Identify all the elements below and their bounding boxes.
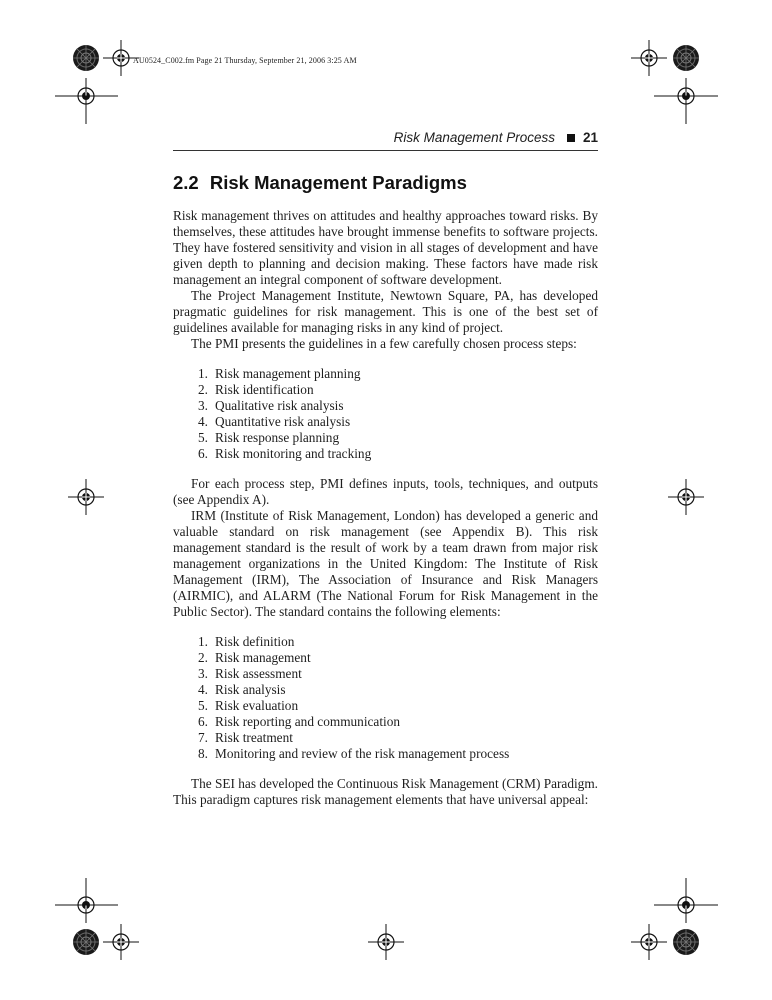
registration-mark-right-middle (668, 479, 704, 515)
list-item-text: Risk management planning (215, 366, 361, 381)
list-item (173, 682, 598, 698)
list-item (173, 446, 598, 462)
list-item-text: Quantitative risk analysis (215, 414, 351, 429)
list-number: 3. (198, 666, 208, 681)
registration-mark-bottom-center (368, 924, 404, 960)
list-item-text: Risk assessment (215, 666, 302, 681)
list-number: 3. (198, 398, 208, 413)
list-number: 5. (198, 698, 208, 713)
running-head (173, 130, 598, 150)
page-number: 21 (582, 130, 598, 145)
list-number: 6. (198, 446, 208, 461)
list-number: 4. (198, 682, 208, 697)
section-number: 2.2 (173, 172, 199, 193)
registration-mark-top-right (631, 40, 667, 76)
paragraph: For each process step, PMI defines inputs, tools, techniques, and outputs (see Appendix A). (173, 476, 598, 507)
list-item-text: Risk identification (215, 382, 314, 397)
color-target-top-left (73, 45, 99, 71)
list-item (173, 650, 598, 666)
color-target-bottom-right (673, 929, 699, 955)
registration-mark-bottom-left (103, 924, 139, 960)
list-number: 5. (198, 430, 208, 445)
section-title: Risk Management Paradigms (209, 172, 467, 193)
list-item (173, 430, 598, 446)
list-item (173, 366, 598, 382)
list-item-text: Risk reporting and communication (215, 714, 401, 729)
list-item-text: Risk response planning (215, 430, 340, 445)
color-target-top-right (673, 45, 699, 71)
page-body (173, 172, 598, 808)
paragraph: The Project Management Institute, Newtown Square, PA, has developed pragmatic guidelines for risk management. This is one of the best set of guidelines available for managing risks in any kind of project. (173, 288, 598, 335)
list-number: 6. (198, 714, 208, 729)
list-number: 1. (198, 634, 208, 649)
list-item-text: Monitoring and review of the risk management process (215, 746, 510, 761)
list-number: 2. (198, 650, 208, 665)
paragraph: The PMI presents the guidelines in a few carefully chosen process steps: (191, 336, 577, 351)
color-target-bottom-left (73, 929, 99, 955)
list-number: 8. (198, 746, 208, 761)
list-item-text: Risk analysis (215, 682, 286, 697)
file-slug: AU0524_C002.fm Page 21 Thursday, September 21, 2006 3:25 AM (133, 56, 357, 65)
list-item (173, 398, 598, 414)
list-item (173, 382, 598, 398)
header-rule (173, 150, 598, 151)
list-item (173, 414, 598, 430)
irm-standard-elements-list (173, 634, 598, 762)
pmi-process-steps-list (173, 366, 598, 462)
running-head-title: Risk Management Process (393, 130, 555, 145)
list-number: 2. (198, 382, 208, 397)
section-heading (173, 172, 598, 194)
registration-mark-left-middle (68, 479, 104, 515)
list-number: 4. (198, 414, 208, 429)
list-item-text: Risk definition (215, 634, 295, 649)
list-item-text: Risk evaluation (215, 698, 299, 713)
list-item-text: Risk treatment (215, 730, 293, 745)
list-item (173, 730, 598, 746)
list-item (173, 746, 598, 762)
paragraph: Risk management thrives on attitudes and healthy approaches toward risks. By themselves, these attitudes have brought immense benefits to software projects. They have fostered sensitivity and vision in all stages of development and have given depth to planning and decision making. These factors have made risk management an integral component of software development. (173, 208, 598, 287)
list-item-text: Qualitative risk analysis (215, 398, 344, 413)
paragraph: IRM (Institute of Risk Management, London) has developed a generic and valuable standard on risk management (see Appendix B). This risk management standard is the result of work by a team drawn from major risk management organizations in the United Kingdom: The Institute of Risk Management (IRM), The Association of Insurance and Risk Managers (AIRMIC), and ALARM (The National Forum for Risk Management in the Public Sector). The standard contains the following elements: (173, 508, 598, 619)
list-number: 1. (198, 366, 208, 381)
square-bullet-icon (567, 134, 575, 142)
list-item (173, 634, 598, 650)
paragraph: The SEI has developed the Continuous Risk Management (CRM) Paradigm. This paradigm captures risk management elements that have universal appeal: (173, 776, 598, 807)
list-number: 7. (198, 730, 208, 745)
list-item (173, 714, 598, 730)
list-item (173, 666, 598, 682)
registration-mark-bottom-right (631, 924, 667, 960)
list-item-text: Risk management (215, 650, 311, 665)
list-item-text: Risk monitoring and tracking (215, 446, 372, 461)
list-item (173, 698, 598, 714)
